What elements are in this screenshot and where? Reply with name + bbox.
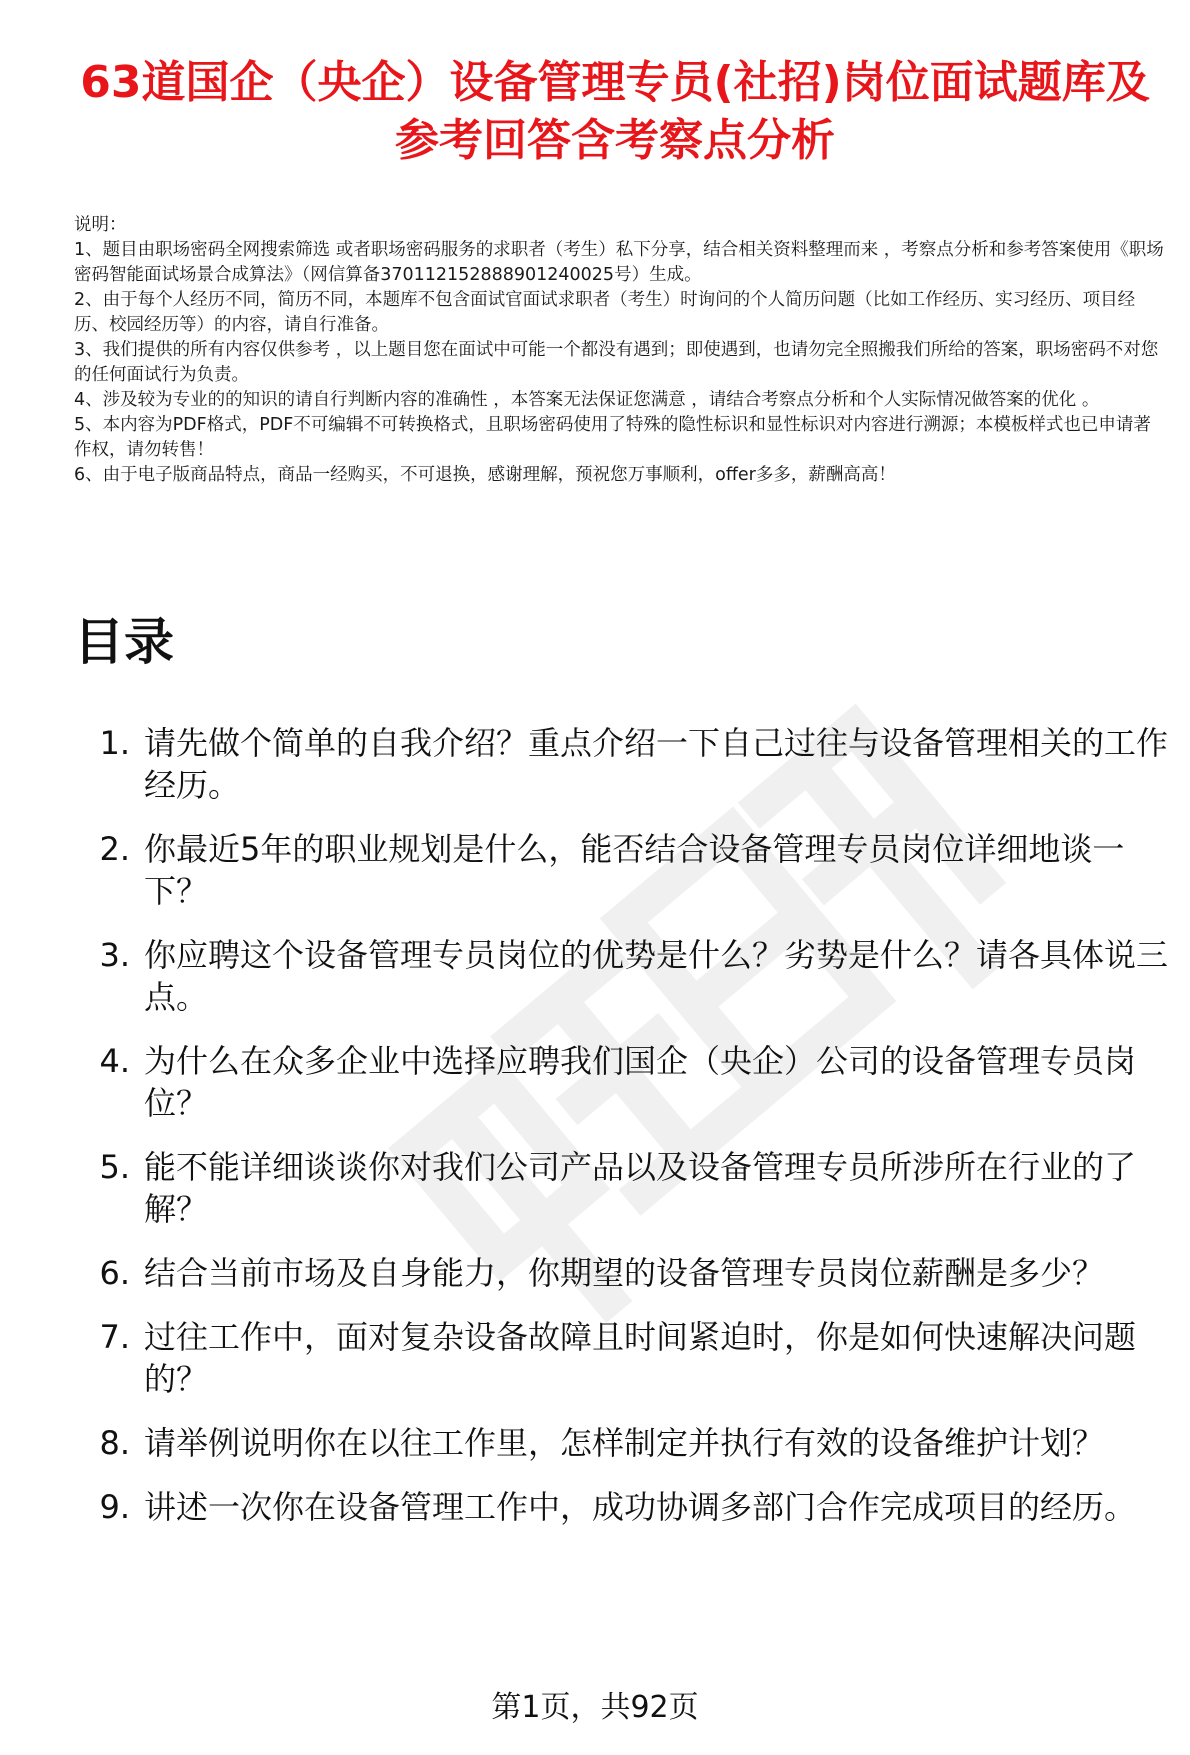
toc-item[interactable]	[74, 722, 1174, 806]
toc-item-number: 8.	[99, 1424, 130, 1462]
toc-item-text: 请先做个简单的自我介绍？重点介绍一下自己过往与设备管理相关的工作经历。	[144, 724, 1169, 804]
document-title: 63道国企（央企）设备管理专员(社招)岗位面试题库及参考回答含考察点分析	[80, 57, 1150, 166]
notes-label: 说明：	[74, 215, 127, 235]
notes-section	[74, 213, 1164, 488]
toc-item[interactable]	[74, 934, 1174, 1018]
toc-item-text: 过往工作中，面对复杂设备故障且时间紧迫时，你是如何快速解决问题的？	[144, 1318, 1137, 1398]
toc-item-number: 7.	[99, 1318, 130, 1356]
note-item: 4、涉及较为专业的的知识的请自行判断内容的准确性 ，本答案无法保证您满意 ，请结合考察点分析和个人实际情况做答案的优化 。	[74, 390, 1100, 410]
toc-item-number: 5.	[99, 1148, 130, 1186]
toc-item[interactable]	[74, 1316, 1174, 1400]
toc-item[interactable]	[74, 1422, 1174, 1464]
toc-item-text: 你应聘这个设备管理专员岗位的优势是什么？劣势是什么？请各具体说三点。	[144, 936, 1169, 1016]
toc-item-text: 结合当前市场及自身能力，你期望的设备管理专员岗位薪酬是多少？	[144, 1254, 1105, 1292]
toc-item[interactable]	[74, 1252, 1174, 1294]
toc-heading: 目录	[74, 613, 174, 671]
toc-item-number: 4.	[99, 1042, 130, 1080]
page-number: 第1页，共92页	[491, 1690, 699, 1725]
note-item: 5、本内容为PDF格式，PDF不可编辑不可转换格式，且职场密码使用了特殊的隐性标识和显性标识对内容进行溯源；本模板样式也已申请著作权，请勿转售！	[74, 415, 1151, 460]
toc-item-text: 为什么在众多企业中选择应聘我们国企（央企）公司的设备管理专员岗位？	[144, 1042, 1137, 1122]
toc-item[interactable]	[74, 1146, 1174, 1230]
toc-item-text: 讲述一次你在设备管理工作中，成功协调多部门合作完成项目的经历。	[144, 1488, 1137, 1526]
note-item: 2、由于每个人经历不同，简历不同，本题库不包含面试官面试求职者（考生）时询问的个人简历问题（比如工作经历、实习经历、项目经历、校园经历等）的内容，请自行准备。	[74, 290, 1136, 335]
toc-item[interactable]	[74, 1486, 1174, 1528]
toc-item[interactable]	[74, 828, 1174, 912]
toc-item[interactable]	[74, 1040, 1174, 1124]
toc-item-number: 1.	[99, 724, 130, 762]
toc-item-number: 6.	[99, 1254, 130, 1292]
toc-item-number: 2.	[99, 830, 130, 868]
toc-item-number: 3.	[99, 936, 130, 974]
note-item: 6、由于电子版商品特点，商品一经购买，不可退换，感谢理解，预祝您万事顺利，offer多多，薪酬高高！	[74, 465, 896, 485]
note-item: 1、题目由职场密码全网搜索筛选 或者职场密码服务的求职者（考生）私下分享，结合相关资料整理而来 ，考察点分析和参考答案使用《职场密码智能面试场景合成算法》（网信算备370112152888901240025号）生成。	[74, 240, 1164, 285]
toc-item-number: 9.	[99, 1488, 130, 1526]
toc-item-text: 请举例说明你在以往工作里，怎样制定并执行有效的设备维护计划？	[144, 1424, 1105, 1462]
toc-list	[74, 722, 1174, 1550]
toc-item-text: 你最近5年的职业规划是什么，能否结合设备管理专员岗位详细地谈一下？	[144, 830, 1125, 910]
note-item: 3、我们提供的所有内容仅供参考 ，以上题目您在面试中可能一个都没有遇到；即使遇到，也请勿完全照搬我们所给的答案，职场密码不对您的任何面试行为负责。	[74, 340, 1159, 385]
toc-item-text: 能不能详细谈谈你对我们公司产品以及设备管理专员所涉所在行业的了解？	[144, 1148, 1137, 1228]
